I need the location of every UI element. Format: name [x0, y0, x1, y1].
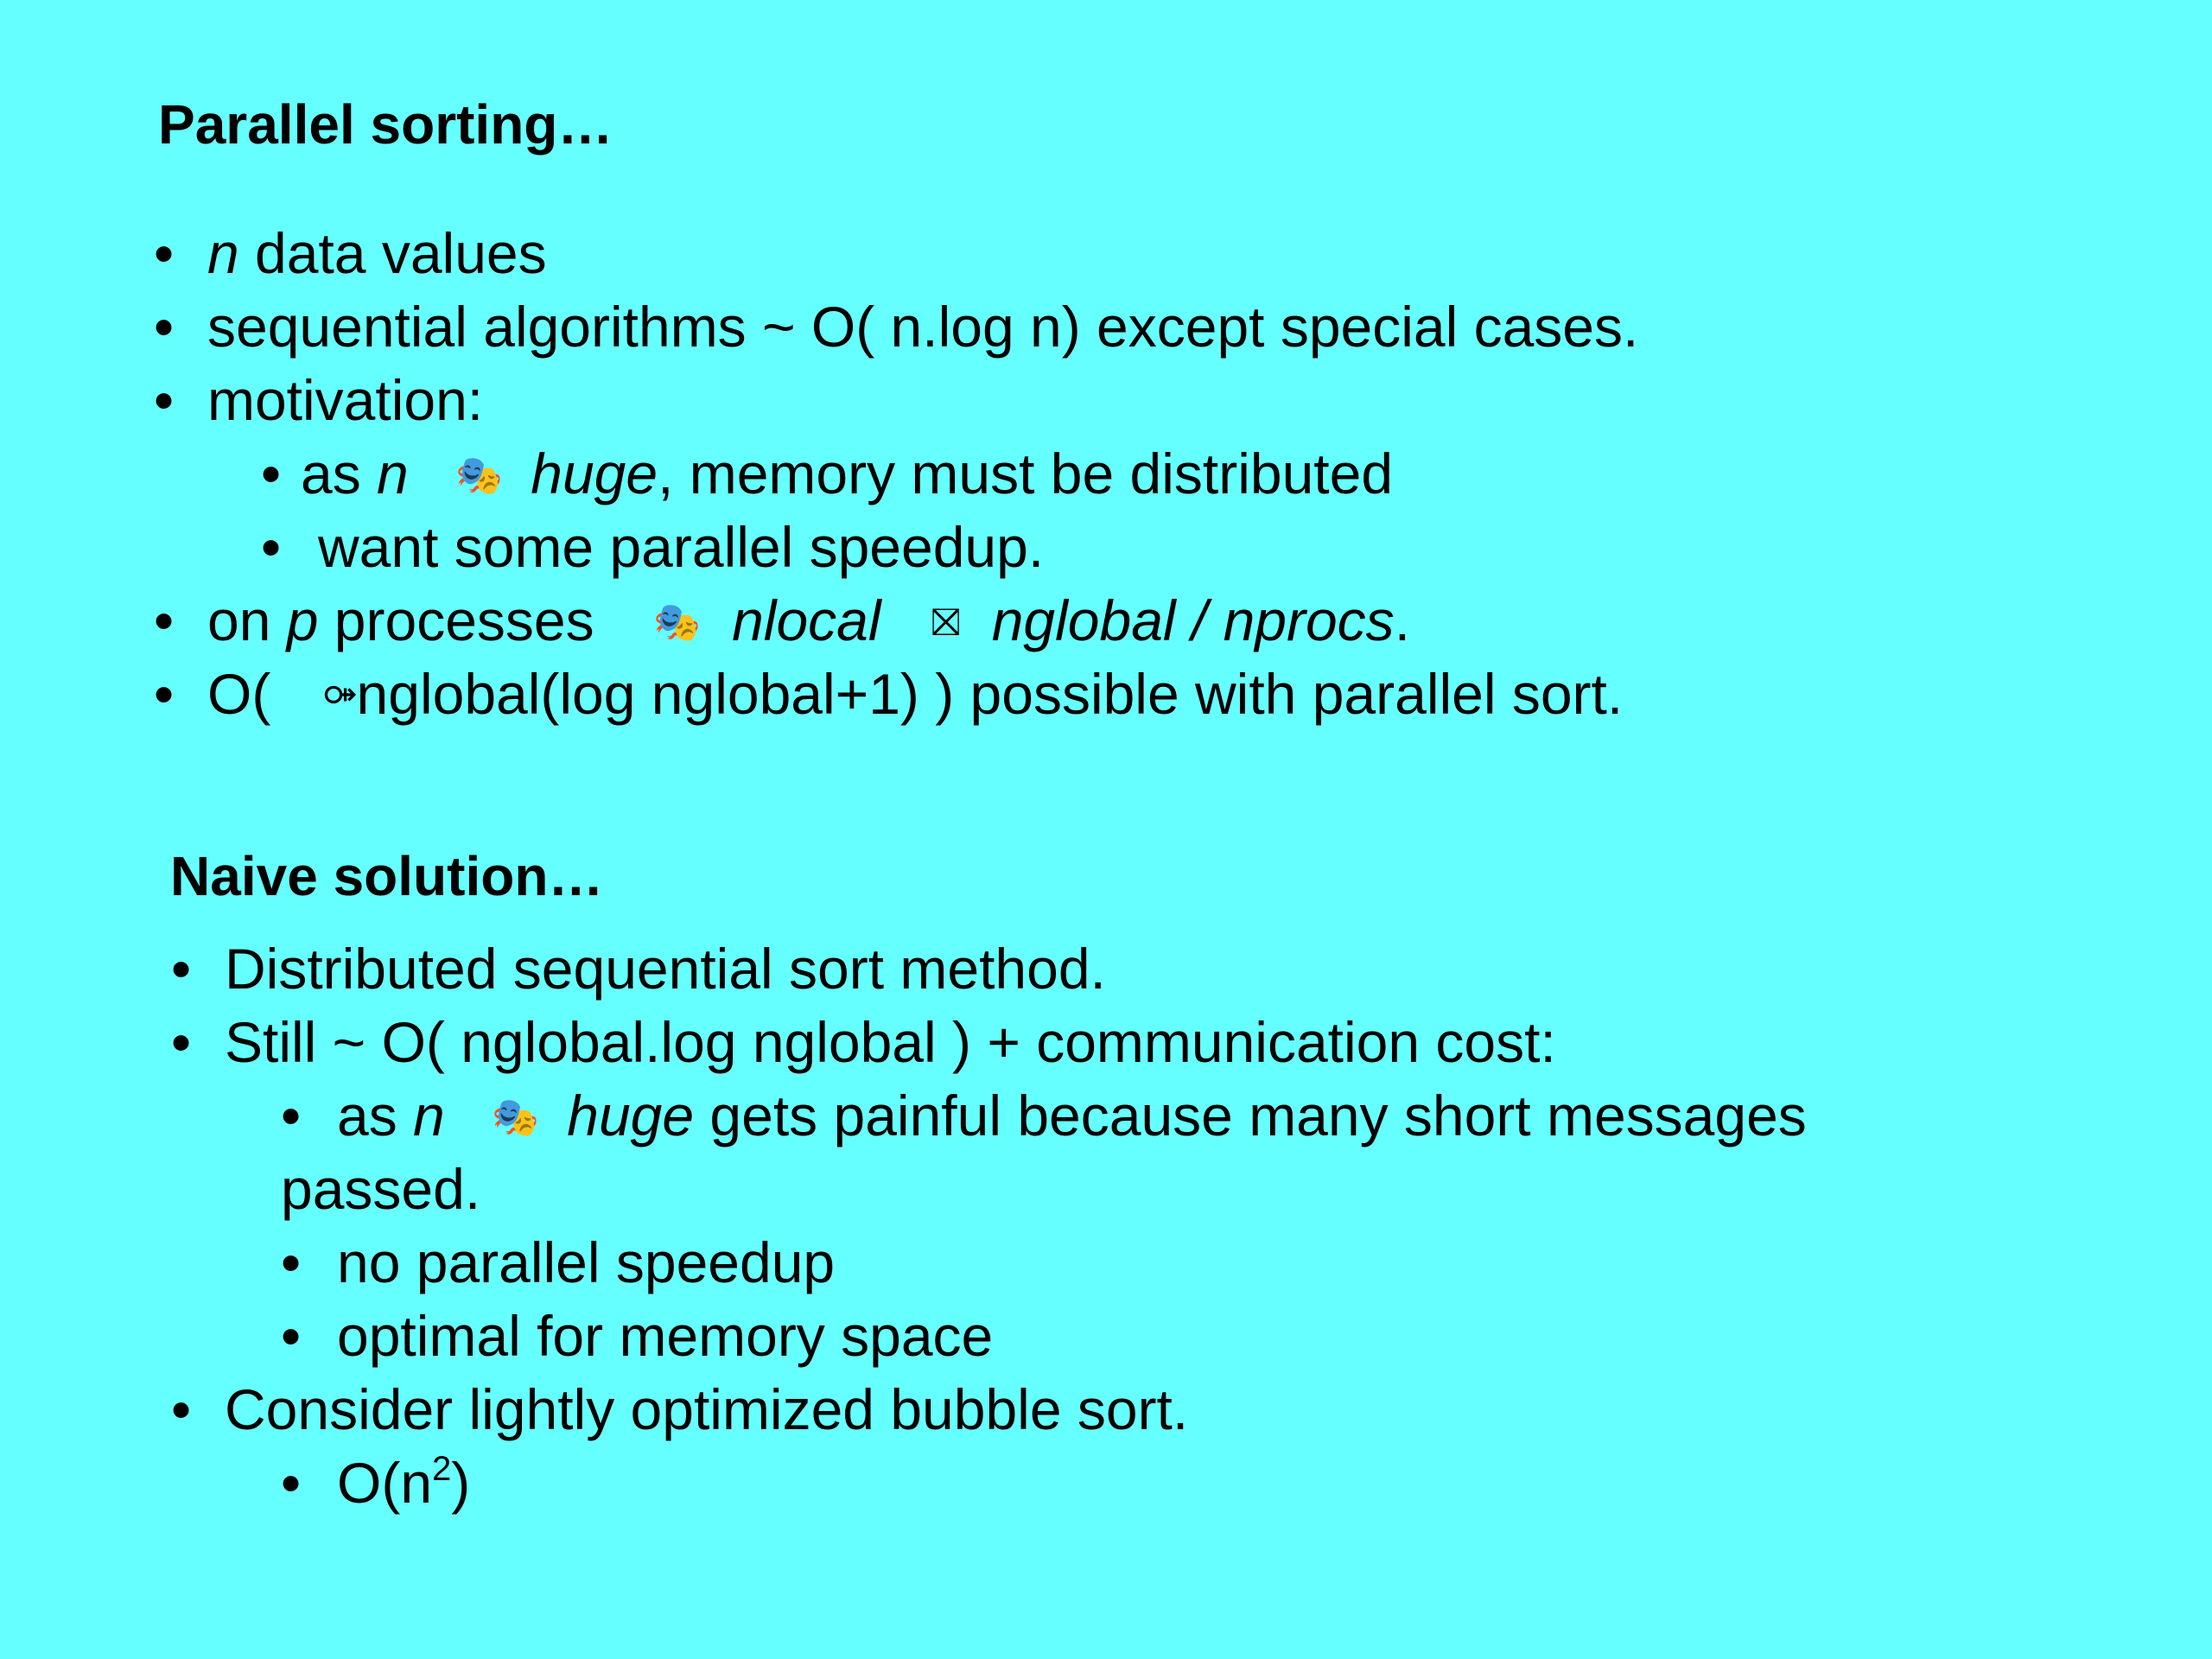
list-item-communication-cost: Still ~ O( nglobal.log nglobal ) + communication cost: [225, 1010, 1556, 1074]
var-p: p [286, 588, 319, 652]
bullet: • [154, 295, 175, 359]
item-prefix: O( [207, 662, 271, 726]
bullet: • [281, 1084, 302, 1147]
bullet: • [171, 1010, 192, 1074]
bullet: • [171, 1377, 192, 1441]
bullet: • [154, 221, 175, 285]
emph-huge: huge [567, 1084, 695, 1147]
bullet: • [154, 588, 175, 652]
list-item-distributed-sequential: Distributed sequential sort method. [225, 937, 1106, 1001]
item-text: data values [238, 221, 547, 285]
emph-huge: huge [531, 442, 658, 505]
theater-masks-icon: 🎭 [492, 1096, 539, 1140]
bullet: • [261, 515, 282, 579]
emph-nlocal: nlocal [732, 588, 881, 652]
var-n: n [207, 221, 239, 285]
sub-item-short-messages-continued: passed. [281, 1157, 481, 1221]
bullet: • [261, 442, 282, 505]
bullet: • [154, 662, 175, 726]
list-item-processes [207, 588, 1411, 652]
sub-item-short-messages [337, 1084, 1807, 1147]
crossed-box-icon: ⛝ [931, 601, 961, 645]
complexity-close: ) [451, 1451, 471, 1515]
list-item-parallel-sort [207, 662, 1624, 726]
emph-nglobal-nprocs: nglobal / nprocs [991, 588, 1395, 652]
sub-suffix: , memory must be distributed [658, 442, 1394, 505]
list-item-motivation: motivation: [207, 368, 484, 432]
sub-prefix: as [337, 1084, 414, 1147]
item-prefix: on [207, 588, 287, 652]
bullet: • [154, 368, 175, 432]
sub-item-no-speedup: no parallel speedup [337, 1230, 836, 1294]
bullet: • [281, 1451, 302, 1515]
complexity-exponent: 2 [432, 1450, 452, 1488]
bullet: • [281, 1304, 302, 1368]
item-suffix: nglobal(log nglobal+1) ) possible with parallel sort. [356, 662, 1624, 726]
sub-item-parallel-speedup: want some parallel speedup. [318, 515, 1045, 579]
var-n: n [413, 1084, 445, 1147]
var-n: n [377, 442, 409, 505]
section-title-naive-solution: Naive solution… [170, 845, 604, 907]
item-mid: processes [318, 588, 594, 652]
theater-masks-icon: 🎭 [652, 601, 701, 645]
sub-item-complexity [337, 1450, 471, 1515]
bullet: • [171, 937, 192, 1001]
section-title-parallel-sorting: Parallel sorting… [158, 93, 613, 156]
bullet: • [281, 1230, 302, 1294]
list-item-sequential-algorithms: sequential algorithms ~ O( n.log n) except special cases. [207, 295, 1639, 359]
sub-prefix: as [301, 442, 378, 505]
theater-masks-icon: 🎭 [455, 454, 503, 498]
key-symbol-icon: ⚩ [324, 674, 357, 718]
list-item-data-values [207, 221, 547, 285]
complexity-base: O(n [337, 1451, 433, 1515]
sub-item-memory-distributed [301, 442, 1394, 505]
list-item-bubble-sort: Consider lightly optimized bubble sort. [225, 1377, 1189, 1441]
sub-suffix: gets painful because many short messages [694, 1084, 1807, 1147]
item-suffix: . [1394, 588, 1411, 652]
sub-item-memory-optimal: optimal for memory space [337, 1304, 994, 1368]
